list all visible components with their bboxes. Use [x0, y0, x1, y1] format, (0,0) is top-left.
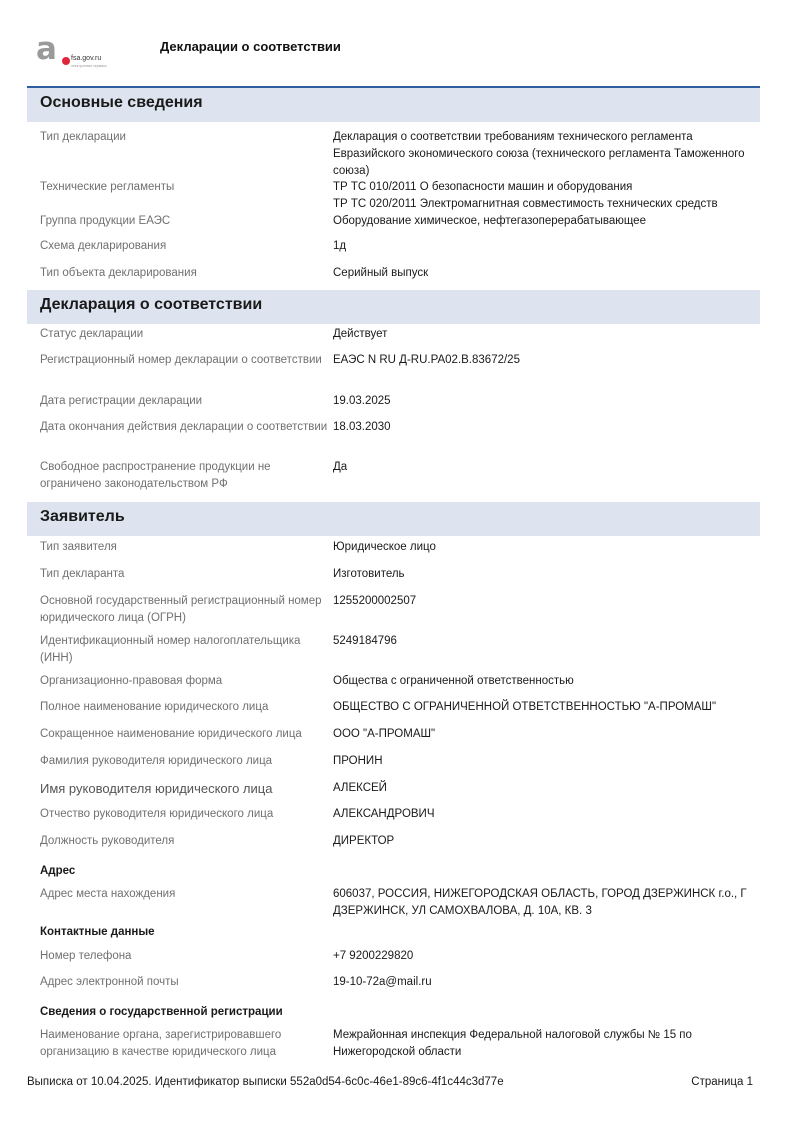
field-label: Наименование органа, зарегистрировавшего организацию в качестве юридического лица: [40, 1029, 282, 1058]
section-basic-header: [27, 88, 760, 122]
section-declaration-title: Декларация о соответствии: [40, 296, 263, 313]
regulation-item: ТР ТС 010/2011 О безопасности машин и оборудования: [333, 181, 633, 193]
fsa-logo[interactable]: [36, 31, 136, 76]
field-value[interactable]: 19-10-72a@mail.ru: [333, 976, 432, 988]
field-value: 5249184796: [333, 635, 397, 647]
field-label: Полное наименование юридического лица: [40, 701, 269, 713]
field-value: Действует: [333, 328, 388, 340]
field-label: Адрес электронной почты: [40, 976, 179, 988]
regulation-item: ТР ТС 020/2011 Электромагнитная совместимость технических средств: [333, 198, 718, 210]
field-value: ОБЩЕСТВО С ОГРАНИЧЕННОЙ ОТВЕТСТВЕННОСТЬЮ "А-ПРОМАШ": [333, 701, 717, 713]
field-value: 1д: [333, 240, 347, 252]
logo-subtitle: электронные сервисы: [71, 64, 107, 68]
field-value: ООО "А-ПРОМАШ": [333, 728, 436, 740]
field-label: Организационно-правовая форма: [40, 675, 223, 687]
field-label: Группа продукции ЕАЭС: [40, 215, 171, 227]
document-title: Декларации о соответствии: [160, 39, 341, 54]
field-value: ДИРЕКТОР: [333, 835, 395, 847]
field-value: АЛЕКСАНДРОВИЧ: [333, 808, 435, 820]
section-basic-title: Основные сведения: [40, 94, 203, 111]
field-label: Тип заявителя: [40, 541, 117, 553]
field-label: Идентификационный номер налогоплательщика (ИНН): [40, 635, 301, 664]
field-label: Дата регистрации декларации: [40, 395, 203, 407]
field-label: Сокращенное наименование юридического лица: [40, 728, 302, 740]
page-header: [0, 0, 793, 88]
field-value: Юридическое лицо: [333, 541, 436, 553]
section-applicant-header: [27, 502, 760, 536]
field-label: Статус декларации: [40, 328, 144, 340]
field-label: Дата окончания действия декларации о соответствии: [40, 421, 328, 433]
field-value: +7 9200229820: [333, 950, 414, 962]
field-label: Тип объекта декларирования: [40, 267, 197, 279]
logo-site-text: fsa.gov.ru: [71, 55, 102, 62]
subheading-address: Адрес: [40, 865, 76, 877]
footer-page-number: Страница 1: [691, 1076, 753, 1088]
field-value: 606037, РОССИЯ, НИЖЕГОРОДСКАЯ ОБЛАСТЬ, ГОРОД ДЗЕРЖИНСК г.о., Г ДЗЕРЖИНСК, УЛ САМОХВАЛОВА, Д. 10А, КВ. 3: [333, 888, 747, 917]
field-label: Тип декларации: [40, 131, 126, 143]
section-declaration-header: [27, 290, 760, 324]
field-label: Адрес места нахождения: [40, 888, 176, 900]
field-value: ЕАЭС N RU Д-RU.РА02.В.83672/25: [333, 354, 520, 366]
field-value: Оборудование химическое, нефтегазоперерабатывающее: [333, 215, 646, 227]
footer-extract-info: Выписка от 10.04.2025. Идентификатор выписки 552a0d54-6c0c-46e1-89c6-4f1c44c3d77e: [27, 1076, 504, 1088]
logo-a-icon: a: [36, 31, 57, 67]
field-value: Общества с ограниченной ответственностью: [333, 675, 574, 687]
field-label: Основной государственный регистрационный номер юридического лица (ОГРН): [40, 595, 322, 624]
field-label: Номер телефона: [40, 950, 132, 962]
field-label: Регистрационный номер декларации о соответствии: [40, 354, 322, 366]
field-value: Да: [333, 461, 348, 473]
field-label: Фамилия руководителя юридического лица: [40, 755, 273, 767]
field-value: Декларация о соответствии требованиям технического регламента Евразийского экономического союза (технического регламента Таможенного союза): [333, 131, 745, 177]
field-value: 1255200002507: [333, 595, 417, 607]
field-value: АЛЕКСЕЙ: [333, 782, 387, 794]
field-value: Серийный выпуск: [333, 267, 429, 279]
field-label: Имя руководителя юридического лица: [40, 781, 273, 796]
field-label: Схема декларирования: [40, 240, 167, 252]
field-value: 19.03.2025: [333, 395, 391, 407]
subheading-state-registration: Сведения о государственной регистрации: [40, 1006, 283, 1018]
section-applicant-title: Заявитель: [40, 508, 125, 525]
field-value: Межрайонная инспекция Федеральной налоговой службы № 15 по Нижегородской области: [333, 1029, 692, 1058]
logo-dot-icon: [62, 57, 70, 65]
field-label: Должность руководителя: [40, 835, 175, 847]
subheading-contacts: Контактные данные: [40, 926, 155, 938]
field-label: Технические регламенты: [40, 181, 175, 193]
field-label: Отчество руководителя юридического лица: [40, 808, 274, 820]
field-label: Тип декларанта: [40, 568, 125, 580]
field-label: Свободное распространение продукции не ограничено законодательством РФ: [40, 461, 271, 490]
field-value: Изготовитель: [333, 568, 405, 580]
field-value: 18.03.2030: [333, 421, 391, 433]
field-value: ПРОНИН: [333, 755, 383, 767]
field-value: [333, 179, 758, 213]
